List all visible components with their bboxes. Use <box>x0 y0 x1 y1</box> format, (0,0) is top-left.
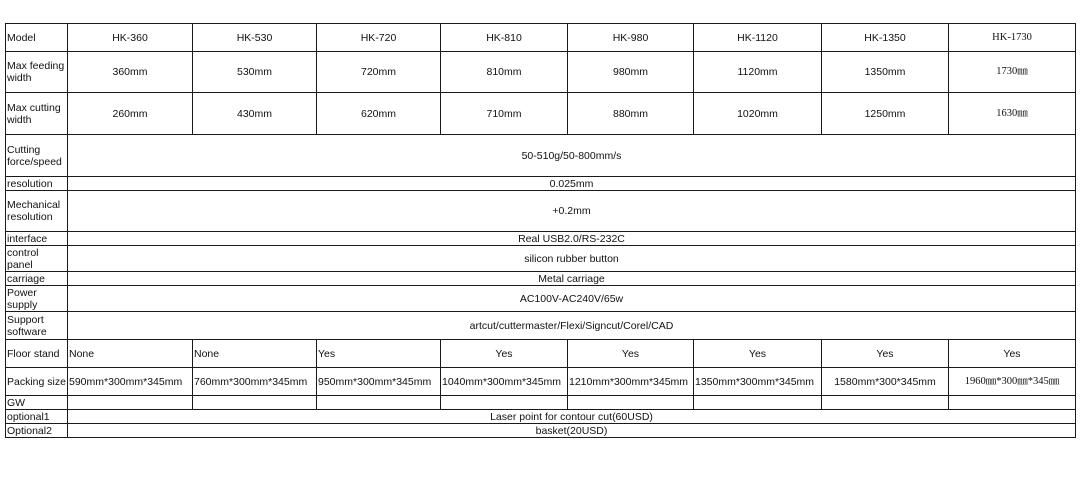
cutting-force-speed-value: 50-510g/50-800mm/s <box>68 135 1076 177</box>
carriage-value: Metal carriage <box>68 272 1076 286</box>
floor-stand-cell: Yes <box>694 340 822 368</box>
row-floor-stand <box>6 340 1076 368</box>
floor-stand-cell: Yes <box>568 340 694 368</box>
label-carriage: carriage <box>6 272 68 286</box>
floor-stand-cell: Yes <box>441 340 568 368</box>
packing-size-cell: 1960㎜*300㎜*345㎜ <box>949 368 1076 396</box>
row-gw <box>6 396 1076 410</box>
cutting-width-cell: 1250mm <box>822 93 949 135</box>
gw-cell <box>317 396 441 410</box>
gw-cell <box>193 396 317 410</box>
feeding-width-cell: 360mm <box>68 52 193 93</box>
model-cell: HK-1350 <box>822 24 949 52</box>
packing-size-cell: 590mm*300mm*345mm <box>68 368 193 396</box>
row-support-software <box>6 312 1076 340</box>
model-cell: HK-530 <box>193 24 317 52</box>
gw-cell <box>694 396 822 410</box>
row-mechanical-resolution <box>6 191 1076 232</box>
label-resolution: resolution <box>6 177 68 191</box>
cutting-width-cell: 430mm <box>193 93 317 135</box>
optional2-value: basket(20USD) <box>68 424 1076 438</box>
gw-cell <box>68 396 193 410</box>
gw-cell <box>568 396 694 410</box>
label-mechanical-resolution: Mechanical resolution <box>6 191 68 232</box>
label-model: Model <box>6 24 68 52</box>
label-floor-stand: Floor stand <box>6 340 68 368</box>
feeding-width-cell: 980mm <box>568 52 694 93</box>
support-software-value: artcut/cuttermaster/Flexi/Signcut/Corel/CAD <box>68 312 1076 340</box>
model-cell: HK-980 <box>568 24 694 52</box>
feeding-width-cell: 1730㎜ <box>949 52 1076 93</box>
power-supply-value: AC100V-AC240V/65w <box>68 286 1076 312</box>
row-model <box>6 24 1076 52</box>
resolution-value: 0.025mm <box>68 177 1076 191</box>
mechanical-resolution-value: +0.2mm <box>68 191 1076 232</box>
label-interface: interface <box>6 232 68 246</box>
row-interface <box>6 232 1076 246</box>
optional1-value: Laser point for contour cut(60USD) <box>68 410 1076 424</box>
control-panel-value: silicon rubber button <box>68 246 1076 272</box>
label-cutting-force-speed: Cutting force/speed <box>6 135 68 177</box>
model-cell: HK-1730 <box>949 24 1076 52</box>
label-max-feeding-width: Max feeding width <box>6 52 68 93</box>
model-cell: HK-810 <box>441 24 568 52</box>
feeding-width-cell: 1120mm <box>694 52 822 93</box>
label-power-supply: Power supply <box>6 286 68 312</box>
label-optional2: Optional2 <box>6 424 68 438</box>
gw-cell <box>441 396 568 410</box>
packing-size-cell: 1350mm*300mm*345mm <box>694 368 822 396</box>
model-cell: HK-720 <box>317 24 441 52</box>
label-control-panel: control panel <box>6 246 68 272</box>
spec-table <box>5 23 1076 438</box>
label-gw: GW <box>6 396 68 410</box>
row-optional1 <box>6 410 1076 424</box>
floor-stand-cell: None <box>68 340 193 368</box>
row-cutting-force-speed <box>6 135 1076 177</box>
cutting-width-cell: 1630㎜ <box>949 93 1076 135</box>
label-optional1: optional1 <box>6 410 68 424</box>
floor-stand-cell: Yes <box>822 340 949 368</box>
floor-stand-cell: None <box>193 340 317 368</box>
cutting-width-cell: 710mm <box>441 93 568 135</box>
cutting-width-cell: 260mm <box>68 93 193 135</box>
gw-cell <box>949 396 1076 410</box>
label-max-cutting-width: Max cutting width <box>6 93 68 135</box>
cutting-width-cell: 880mm <box>568 93 694 135</box>
packing-size-cell: 1040mm*300mm*345mm <box>441 368 568 396</box>
row-max-cutting-width <box>6 93 1076 135</box>
floor-stand-cell: Yes <box>949 340 1076 368</box>
gw-cell <box>822 396 949 410</box>
feeding-width-cell: 720mm <box>317 52 441 93</box>
model-cell: HK-1120 <box>694 24 822 52</box>
packing-size-cell: 950mm*300mm*345mm <box>317 368 441 396</box>
label-packing-size: Packing size <box>6 368 68 396</box>
row-resolution <box>6 177 1076 191</box>
feeding-width-cell: 1350mm <box>822 52 949 93</box>
floor-stand-cell: Yes <box>317 340 441 368</box>
model-cell: HK-360 <box>68 24 193 52</box>
packing-size-cell: 1580mm*300*345mm <box>822 368 949 396</box>
feeding-width-cell: 810mm <box>441 52 568 93</box>
row-control-panel <box>6 246 1076 272</box>
row-max-feeding-width <box>6 52 1076 93</box>
row-power-supply <box>6 286 1076 312</box>
row-optional2 <box>6 424 1076 438</box>
feeding-width-cell: 530mm <box>193 52 317 93</box>
interface-value: Real USB2.0/RS-232C <box>68 232 1076 246</box>
row-carriage <box>6 272 1076 286</box>
packing-size-cell: 1210mm*300mm*345mm <box>568 368 694 396</box>
cutting-width-cell: 1020mm <box>694 93 822 135</box>
cutting-width-cell: 620mm <box>317 93 441 135</box>
row-packing-size <box>6 368 1076 396</box>
packing-size-cell: 760mm*300mm*345mm <box>193 368 317 396</box>
label-support-software: Support software <box>6 312 68 340</box>
